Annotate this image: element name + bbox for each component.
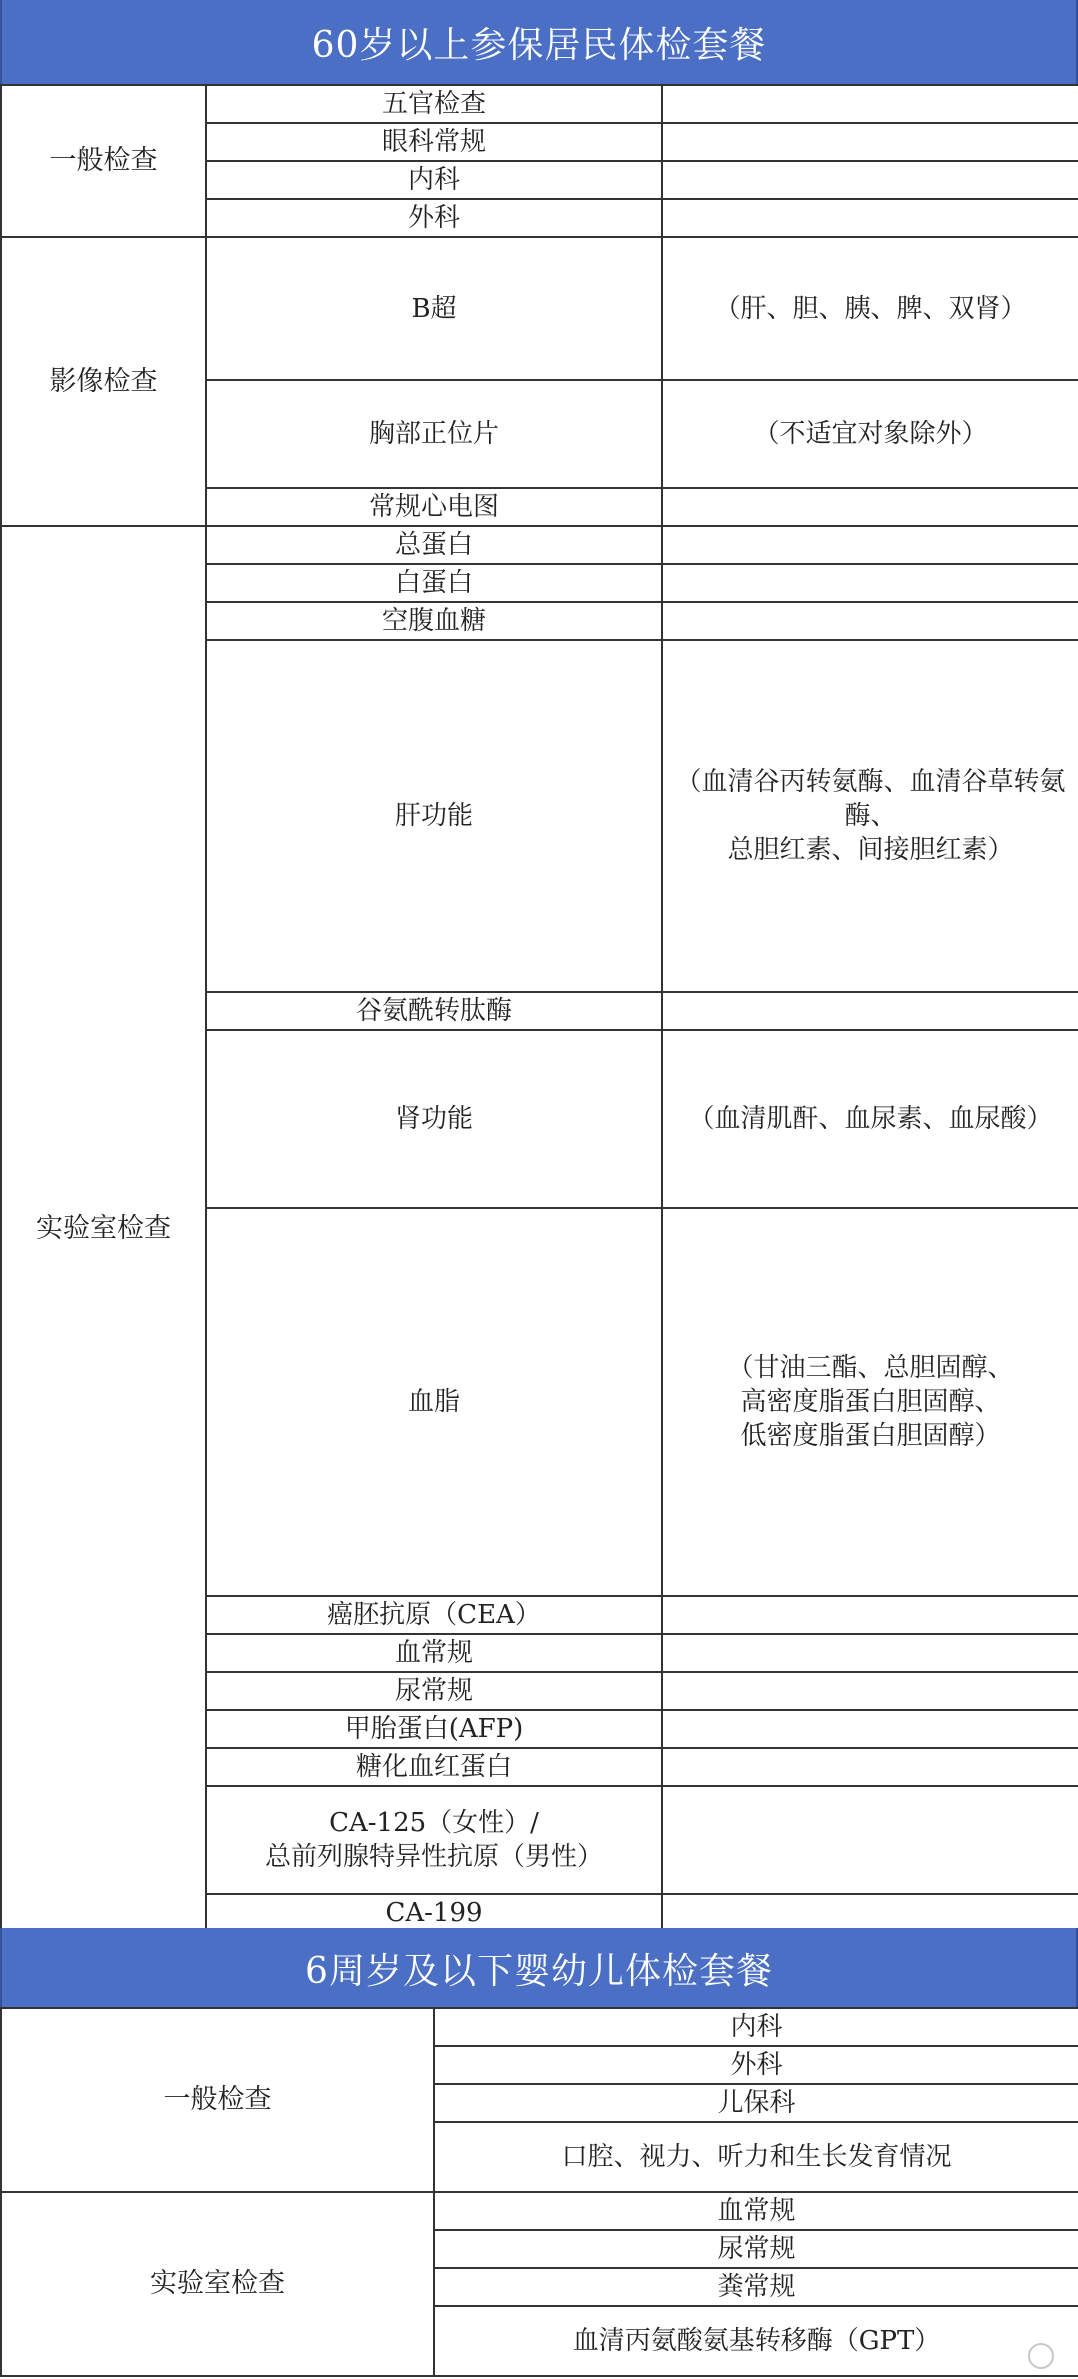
- item-note-cell: [662, 992, 1078, 1030]
- item-note-cell: [662, 1710, 1078, 1748]
- table-row: [1, 85, 1078, 123]
- adult-package-table: [0, 84, 1078, 1933]
- item-name-cell: 血脂: [206, 1208, 662, 1596]
- item-note-cell: [662, 161, 1078, 199]
- section1-header: [0, 0, 1078, 85]
- item-note-cell: （甘油三酯、总胆固醇、 高密度脂蛋白胆固醇、 低密度脂蛋白胆固醇）: [662, 1208, 1078, 1596]
- category-cell: 实验室检查: [1, 526, 206, 1932]
- table-row: [1, 2192, 1078, 2230]
- item-note-cell: （血清肌酐、血尿素、血尿酸）: [662, 1030, 1078, 1208]
- item-name-cell: 糖化血红蛋白: [206, 1748, 662, 1786]
- item-note-cell: [662, 123, 1078, 161]
- item-note-cell: [662, 1672, 1078, 1710]
- item-note-cell: （不适宜对象除外）: [662, 380, 1078, 488]
- item-name-cell: 癌胚抗原（CEA）: [206, 1596, 662, 1634]
- table-row: [1, 237, 1078, 380]
- item-name-cell: 血常规: [434, 2192, 1078, 2230]
- item-name-cell: 五官检查: [206, 85, 662, 123]
- item-note-cell: [662, 1894, 1078, 1932]
- watermark: [1028, 2343, 1054, 2369]
- table-row: [1, 2008, 1078, 2046]
- item-name-cell: 内科: [434, 2008, 1078, 2046]
- item-name-cell: CA-125（女性）/ 总前列腺特异性抗原（男性）: [206, 1786, 662, 1894]
- item-note-cell: [662, 199, 1078, 237]
- item-name-cell: 谷氨酰转肽酶: [206, 992, 662, 1030]
- child-package-table: [0, 2007, 1078, 2377]
- item-name-cell: B超: [206, 237, 662, 380]
- item-name-cell: 眼科常规: [206, 123, 662, 161]
- item-name-cell: 肝功能: [206, 640, 662, 992]
- item-name-cell: 甲胎蛋白(AFP): [206, 1710, 662, 1748]
- section2-title: 6周岁及以下婴幼儿体检套餐: [305, 1950, 773, 1992]
- item-name-cell: 尿常规: [206, 1672, 662, 1710]
- category-cell: 实验室检查: [1, 2192, 434, 2376]
- item-note-cell: [662, 602, 1078, 640]
- item-name-cell: 尿常规: [434, 2230, 1078, 2268]
- item-name-cell: 外科: [206, 199, 662, 237]
- item-name-cell: 总蛋白: [206, 526, 662, 564]
- item-note-cell: [662, 564, 1078, 602]
- item-name-cell: 儿保科: [434, 2084, 1078, 2122]
- section2-header: [0, 1928, 1078, 2008]
- item-name-cell: 外科: [434, 2046, 1078, 2084]
- category-cell: 影像检查: [1, 237, 206, 526]
- table-row: [1, 526, 1078, 564]
- item-name-cell: 空腹血糖: [206, 602, 662, 640]
- item-name-cell: 胸部正位片: [206, 380, 662, 488]
- item-note-cell: [662, 85, 1078, 123]
- item-note-cell: [662, 488, 1078, 526]
- item-note-cell: （血清谷丙转氨酶、血清谷草转氨酶、 总胆红素、间接胆红素）: [662, 640, 1078, 992]
- item-name-cell: 常规心电图: [206, 488, 662, 526]
- item-note-cell: [662, 1786, 1078, 1894]
- item-name-cell: CA-199: [206, 1894, 662, 1932]
- item-note-cell: [662, 526, 1078, 564]
- item-name-cell: 血常规: [206, 1634, 662, 1672]
- item-name-cell: 血清丙氨酸氨基转移酶（GPT）: [434, 2306, 1078, 2376]
- item-name-cell: 口腔、视力、听力和生长发育情况: [434, 2122, 1078, 2192]
- item-note-cell: [662, 1748, 1078, 1786]
- item-note-cell: [662, 1596, 1078, 1634]
- watermark-logo-icon: [1028, 2343, 1054, 2369]
- item-name-cell: 白蛋白: [206, 564, 662, 602]
- item-note-cell: [662, 1634, 1078, 1672]
- item-name-cell: 肾功能: [206, 1030, 662, 1208]
- category-cell: 一般检查: [1, 85, 206, 237]
- item-note-cell: （肝、胆、胰、脾、双肾）: [662, 237, 1078, 380]
- section1-title: 60岁以上参保居民体检套餐: [311, 25, 767, 66]
- item-name-cell: 内科: [206, 161, 662, 199]
- category-cell: 一般检查: [1, 2008, 434, 2192]
- item-name-cell: 粪常规: [434, 2268, 1078, 2306]
